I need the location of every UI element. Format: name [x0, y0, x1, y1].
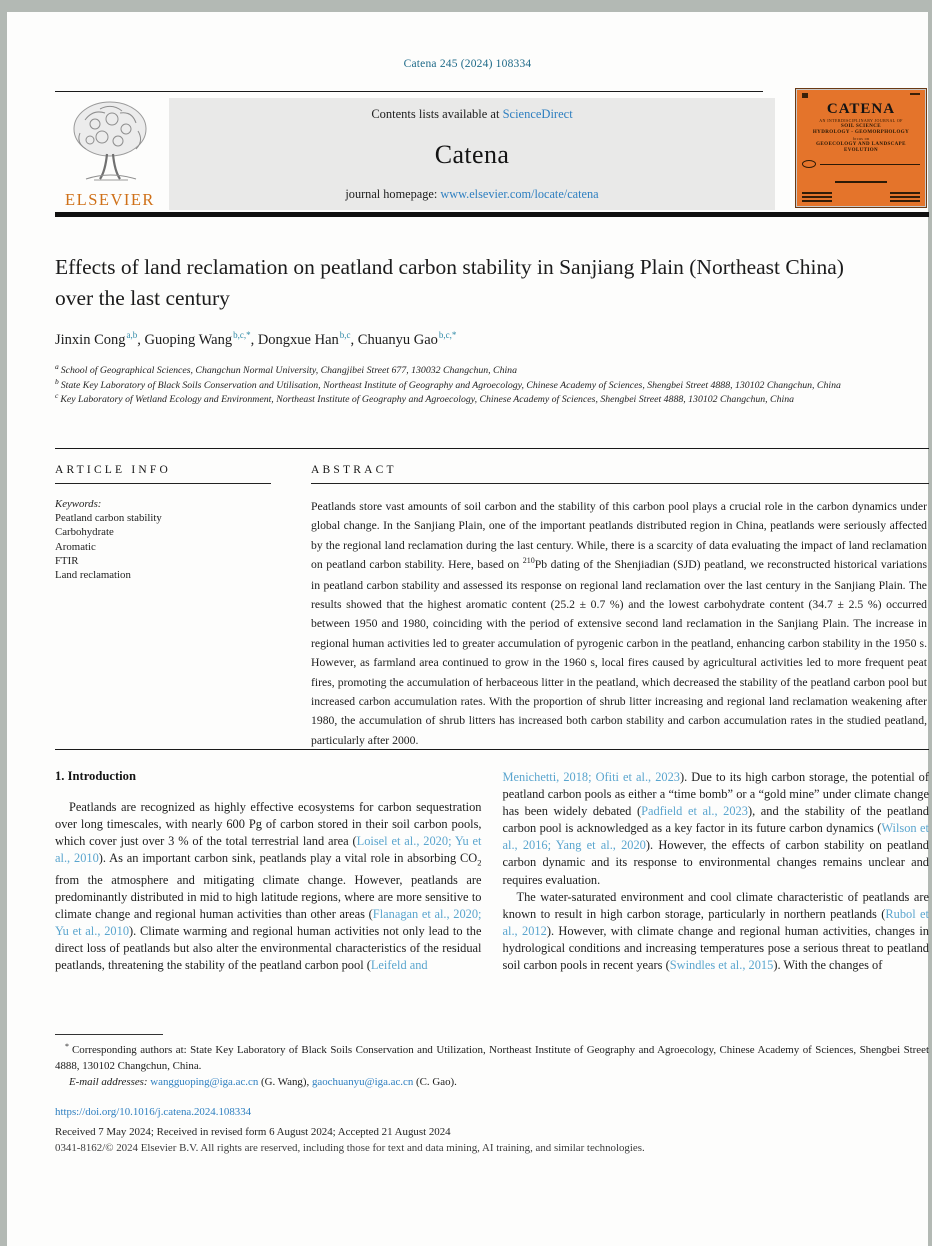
citation-link[interactable]: Loisel et al., 2020; Yu et al., 2010	[55, 834, 482, 866]
article-info-column	[55, 464, 311, 750]
contents-line: Contents lists available at ScienceDirect	[371, 107, 573, 121]
abstract-rule	[311, 483, 929, 484]
introduction-paragraph: Menichetti, 2018; Ofiti et al., 2023). Due to its high carbon storage, the potential of peatland carbon pools as either a “time bomb” or a “gold mine” under climate change has been widely debated (Padfield et al., 2023), and the stability of the peatland carbon pool is acknowledged as a key factor in its future carbon dynamics (Wilson et al., 2016; Yang et al., 2020). However, the effects of carbon stability on peatland carbon dynamic and its response to environmental changes remains unclear and requires evaluation.	[502, 770, 930, 887]
elsevier-wordmark: ELSEVIER	[65, 190, 155, 209]
footnote-rule	[55, 1034, 163, 1035]
cover-editors-block	[802, 192, 920, 204]
keyword-item: FTIR	[55, 554, 79, 567]
isotope-superscript: 210	[522, 556, 535, 566]
paper-page	[7, 12, 928, 1246]
keyword-item: Aromatic	[55, 540, 96, 553]
journal-header	[55, 98, 929, 210]
globe-icon	[802, 160, 816, 168]
email-addresses-note: E-mail addresses: wangguoping@iga.ac.cn (G. Wang), gaochuanyu@iga.ac.cn (C. Gao).	[69, 1076, 457, 1089]
author[interactable]: Chuanyu Gao$^{b,c,*}$	[357, 330, 457, 348]
copyright-line: 0341-8162/© 2024 Elsevier B.V. All rights are reserved, including those for text and data mining, AI training, and similar technologies.	[55, 1142, 645, 1154]
author-affiliation-sup: a,b	[126, 330, 138, 340]
email-link[interactable]: wangguoping@iga.ac.cn	[150, 1076, 259, 1089]
journal-name: Catena	[434, 139, 510, 169]
author-affiliation-sup: b,c	[339, 330, 351, 340]
section-rule	[55, 749, 929, 750]
keyword-item: Peatland carbon stability	[55, 512, 162, 525]
affiliation-item: $^c$ Key Laboratory of Wetland Ecology and Environment, Northeast Institute of Geography and Agroecology, Chinese Academy of Sciences, Shengbei Street 4888, 130102 Changchun, China	[55, 391, 795, 406]
received-dates: Received 7 May 2024; Received in revised form 6 August 2024; Accepted 21 August 2024	[55, 1126, 451, 1138]
introduction-section	[55, 769, 929, 974]
citation-link[interactable]: Padfield et al., 2023	[641, 804, 748, 819]
elsevier-tree-icon	[60, 98, 160, 184]
keyword-item: Carbohydrate	[55, 526, 114, 539]
affiliation-list	[55, 364, 885, 408]
citation-link[interactable]: Flanagan et al., 2020; Yu et al., 2010	[55, 907, 482, 939]
author[interactable]: Dongxue Han$^{b,c}$	[257, 330, 351, 348]
abstract-heading: ABSTRACT	[311, 464, 397, 476]
citation-link[interactable]: Leifeld and	[370, 958, 428, 973]
author[interactable]: Guoping Wang$^{b,c,*}$	[144, 330, 251, 348]
header-top-rule	[55, 91, 763, 92]
citation-link[interactable]: Swindles et al., 2015	[669, 958, 774, 973]
keywords-block	[55, 497, 311, 582]
journal-homepage-link[interactable]: www.elsevier.com/locate/catena	[440, 187, 599, 201]
citation-link[interactable]: Menichetti, 2018; Ofiti et al., 2023	[502, 770, 680, 784]
asterisk-marker: *	[65, 1042, 69, 1051]
cover-globe-row	[802, 160, 920, 168]
author-affiliation-sup: b,c,*	[233, 330, 251, 340]
affiliation-item: $^a$ School of Geographical Sciences, Changchun Normal University, Changjibei Street 677, 130032 Changchun, China	[55, 362, 517, 376]
citation-link[interactable]: Rubol et al., 2012	[502, 906, 929, 938]
homepage-line: journal homepage: www.elsevier.com/locate/catena	[345, 187, 599, 201]
info-abstract-section	[55, 464, 929, 750]
doi-link[interactable]: https://doi.org/10.1016/j.catena.2024.108334	[55, 1106, 252, 1118]
author-affiliation-sup: b,c,*	[438, 330, 457, 340]
abstract-column	[311, 464, 929, 750]
cover-title: CATENA	[826, 101, 896, 117]
keyword-item: Land reclamation	[55, 569, 131, 582]
journal-citation: Catena 245 (2024) 108334	[403, 58, 532, 70]
article-title: Effects of land reclamation on peatland carbon stability in Sanjiang Plain (Northeast China) over the last century	[55, 255, 844, 310]
sciencedirect-link[interactable]: ScienceDirect	[502, 107, 573, 121]
introduction-paragraph: The water-saturated environment and cool climate characteristic of peatlands are known to result in high carbon storage, particularly in northern peatlands (Rubol et al., 2012). However, with climate change and regional human activities, changes in hydrological conditions and increasing temperatures pose a serious threat to peatland soil carbon pools in recent years (Swindles et al., 2015). With the changes of	[502, 889, 929, 973]
footnote-section	[55, 1034, 929, 1091]
article-info-heading: ARTICLE INFO	[55, 464, 171, 476]
left-column	[55, 769, 482, 974]
article-info-rule	[55, 483, 271, 484]
cover-top-marks	[802, 93, 920, 98]
affiliation-item: $^b$ State Key Laboratory of Black Soils Conservation and Utilisation, Northeast Institute of Geography and Agroecology, Chinese Academy of Sciences, Shengbei Street 4888, 130102 Changchun, China	[55, 376, 841, 391]
author-list: Jinxin Cong$^{a,b}$, Guoping Wang$^{b,c,*}$, Dongxue Han$^{b,c}$, Chuanyu Gao$^{b,c,*}$	[55, 330, 457, 348]
co2-subscript: 2	[477, 857, 482, 868]
cover-text-block	[835, 181, 887, 183]
abstract-text: Peatlands store vast amounts of soil carbon and the stability of this carbon pool plays a crucial role in the carbon dynamics under global change. In the Sanjiang Plain, one of the important peatlands distributed region in China, peatlands were seriously affected by the regional land reclamation during the last century. While, there is a scarcity of data evaluating the impact of land reclamation on peatland carbon stability. Here, based on $^{210}$Pb dating of the Shenjiadian (SJD) peatland, we reconstructed historical variations in peatland carbon stability and assessed its response on regional land reclamation over the last century in the Sanjiang Plain. The results showed that the highest aromatic content (25.2 ± 0.7 %) and the lowest carbohydrate content (34.7 ± 2.5 %) occurred between 1950 and 1980, coinciding with the period of extensive second land reclamation in the Sanjiang Plain. The increase in regional human activities led to greater accumulation of pyrogenic carbon in the peatland, enhancing carbon stability in the 1950 s. However, as farmland area continued to grow in the 1960 s, local fires caused by agricultural activities led to more frequent peat fires, promoting the accumulation of herbaceous litter in the peatland, which decreased the stability of the peatland carbon pool but increased carbon accumulation rates. With the proportion of shrub litter increasing and regional land reclamation weakening after 1980, the accumulation of shrub litters has increased both carbon stability and carbon accumulation rates in the studied peatland, particularly after 2000.	[311, 500, 927, 747]
citation-link[interactable]: Wilson et al., 2016; Yang et al., 2020	[502, 821, 929, 853]
introduction-heading: 1. Introduction	[55, 769, 136, 783]
journal-cover-thumbnail	[795, 88, 927, 208]
email-link[interactable]: gaochuanyu@iga.ac.cn	[311, 1076, 414, 1089]
introduction-paragraph: Peatlands are recognized as highly effective ecosystems for carbon sequestration over long timescales, with nearly 600 Pg of carbon stored in their soil carbon pools, which cover just over 3 % of the total terrestrial land area (Loisel et al., 2020; Yu et al., 2010). As an important carbon sink, peatlands play a vital role in absorbing $CO_2$ from the atmosphere and mitigating climate change. However, peatlands are predominantly distributed in mid to high latitude regions, where are more sensitive to climate change and regional human activities than other areas (Flanagan et al., 2020; Yu et al., 2010). Climate warming and regional human activities not only lead to the direct loss of peatlands but also alter the environmental characteristics of the residual peatlands, threatening the stability of the peatland carbon pool (Leifeld and	[55, 800, 482, 973]
elsevier-logo	[55, 98, 165, 210]
section-rule	[55, 448, 929, 449]
header-divider-bar	[55, 212, 929, 217]
journal-banner	[169, 98, 775, 210]
cover-subtitle: AN INTERDISCIPLINARY JOURNAL OF SOIL SCIENCE HYDROLOGY - GEOMORPHOLOGY focus on GEOECOLOGY AND LANDSCAPE EVOLUTION	[812, 118, 910, 153]
corresponding-author-note: * Corresponding authors at: State Key Laboratory of Black Soils Conservation and Utilization, Northeast Institute of Geography and Agroecology, Chinese Academy of Sciences, Shengbei Street 4888, 130102 Changchun, China.	[55, 1042, 929, 1072]
author[interactable]: Jinxin Cong$^{a,b}$	[55, 330, 138, 348]
keywords-label: Keywords:	[55, 498, 102, 510]
right-column	[503, 769, 930, 974]
